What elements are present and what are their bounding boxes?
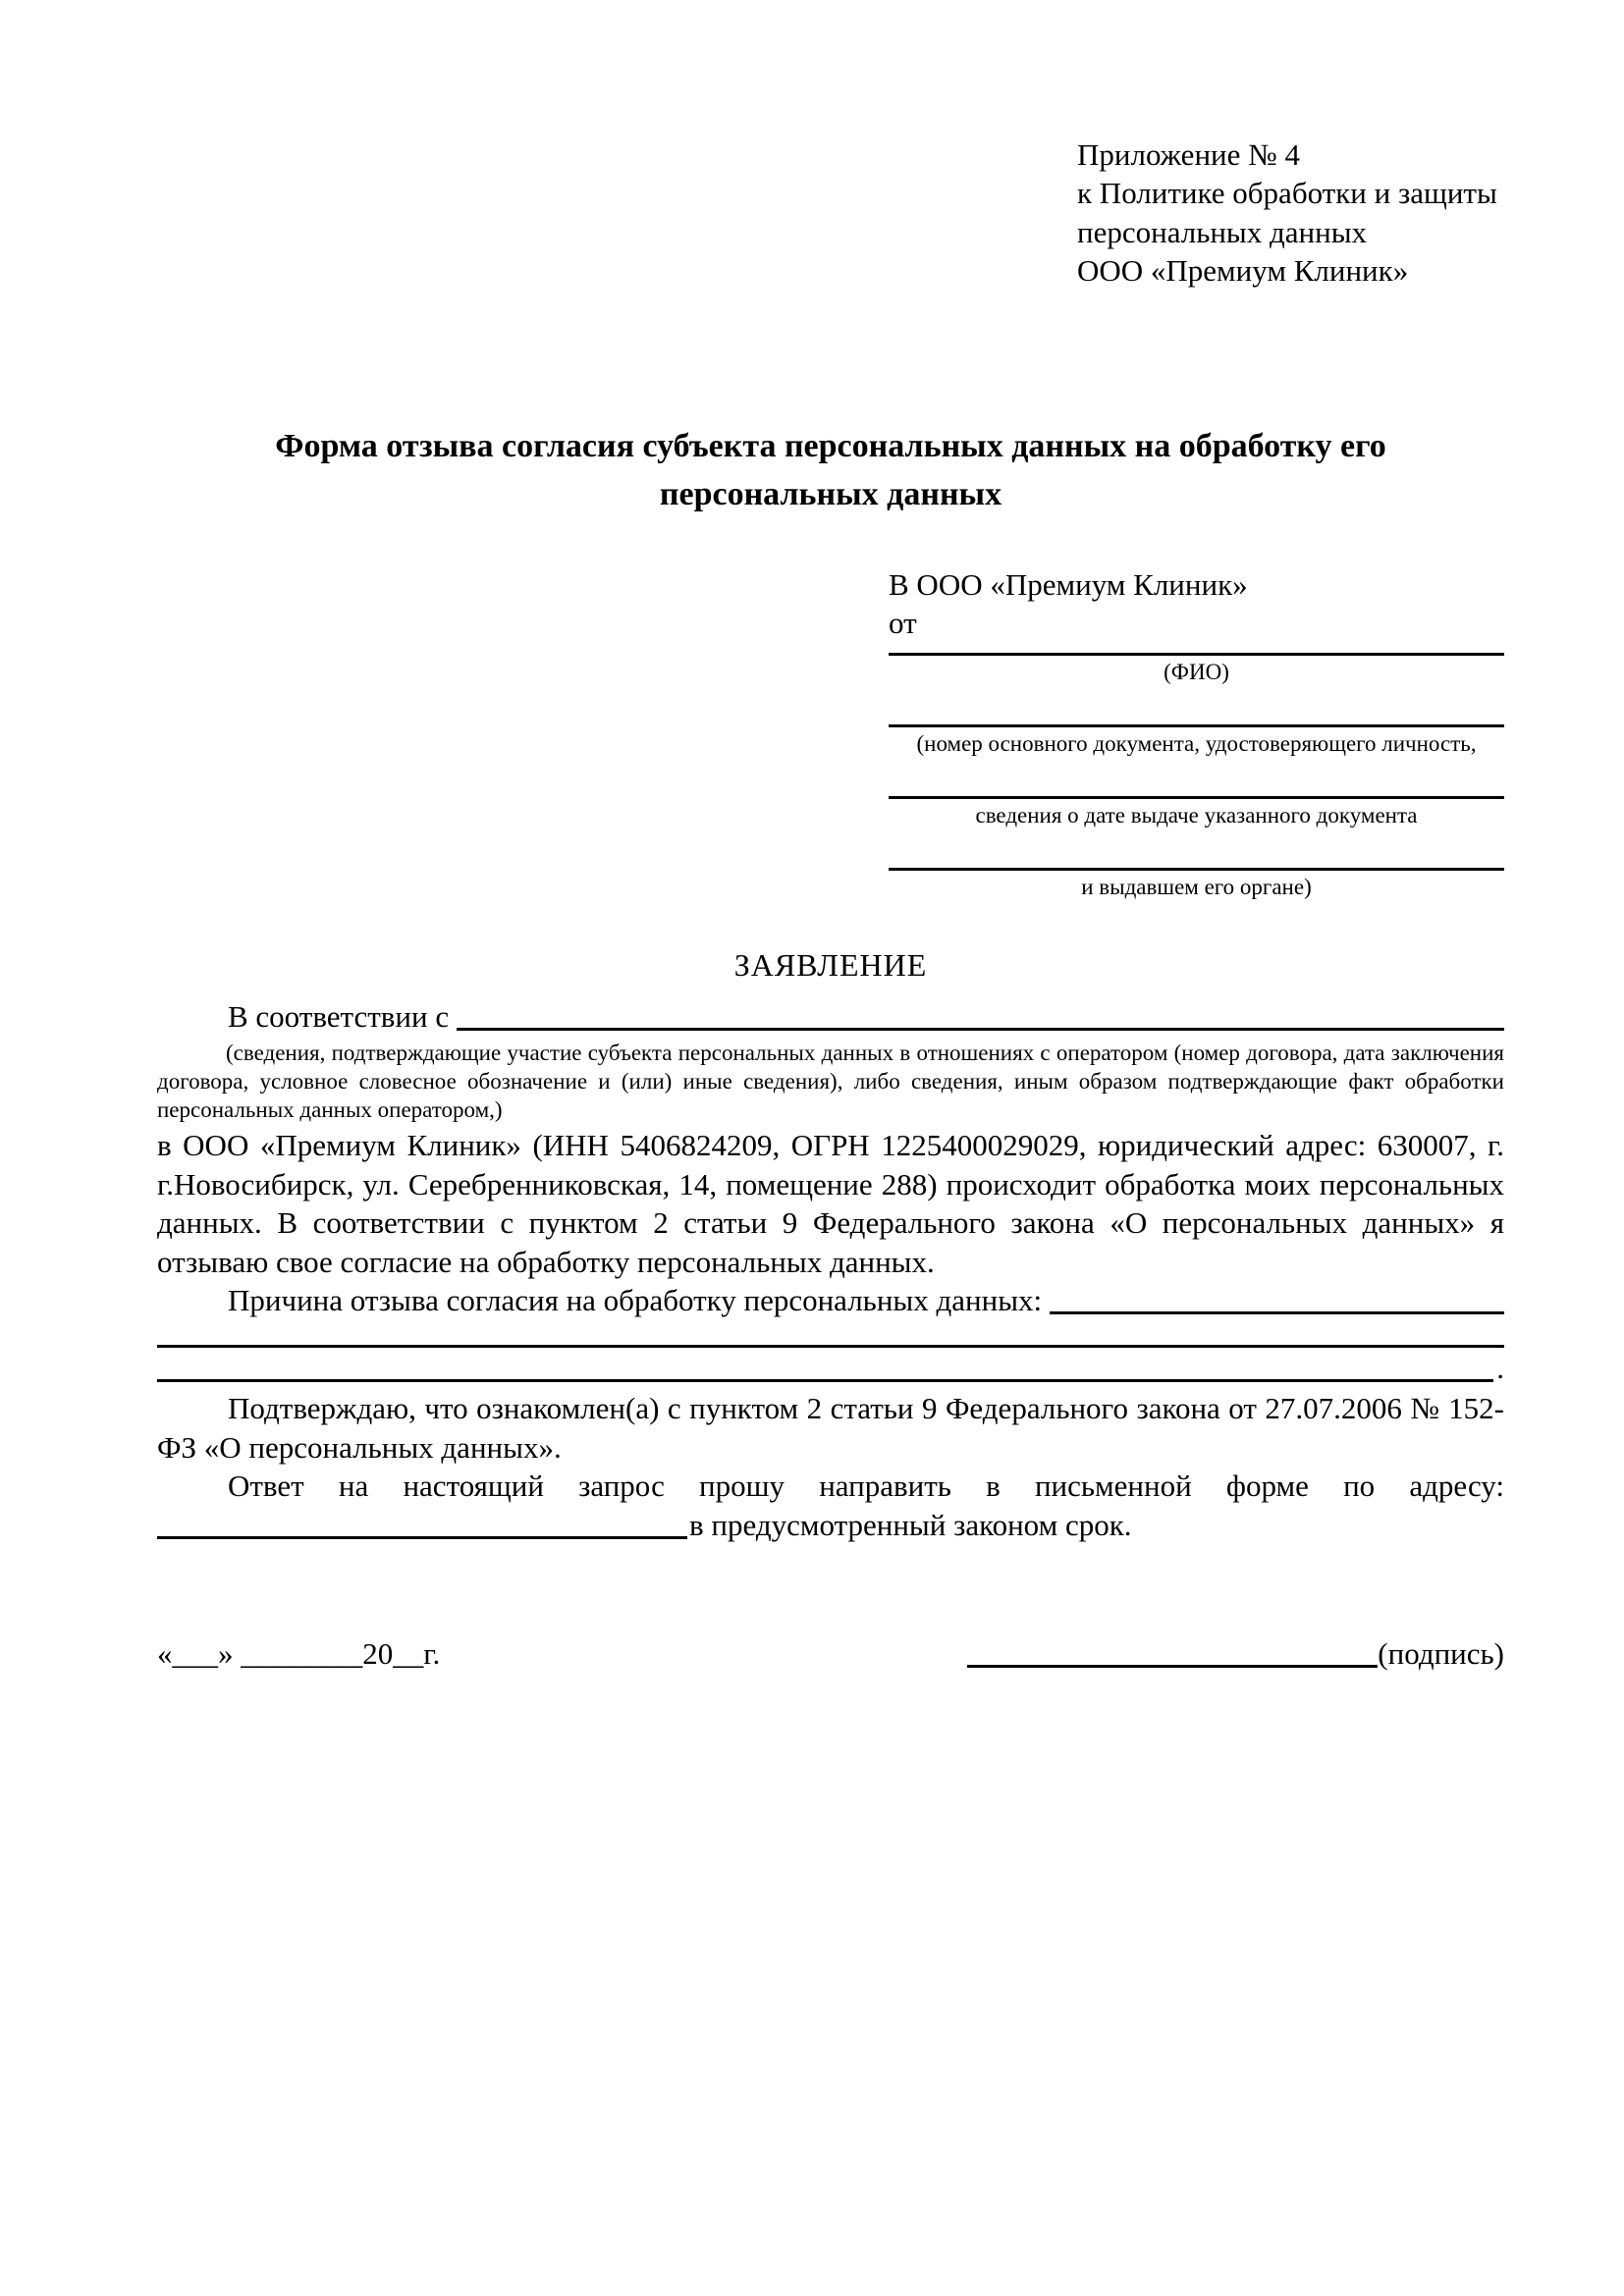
- fio-field-caption: (ФИО): [1164, 659, 1229, 684]
- appendix-line: к Политике обработки и защиты: [1077, 176, 1497, 211]
- reason-blank-line: [1050, 1311, 1504, 1314]
- date-field: «___» ________20__г.: [157, 1636, 441, 1672]
- fio-field-line: [889, 643, 1504, 656]
- reply-suffix: в предусмотренный законом срок.: [689, 1507, 1132, 1542]
- reason-blank-row-3: [157, 1348, 1504, 1387]
- intro-blank-line: [457, 1028, 1504, 1031]
- document-title: Форма отзыва согласия субъекта персональных данных на обработку его персональных данных: [275, 428, 1386, 512]
- appendix-line: персональных данных: [1077, 214, 1368, 249]
- reason-blank-line-3: [157, 1379, 1493, 1382]
- appendix-line: ООО «Премиум Клиник»: [1077, 253, 1409, 289]
- body-paragraph: в ООО «Премиум Клиник» (ИНН 5406824209, ОГРН 1225400029029, юридический адрес: 630007, г. г.Новосибирск, ул. Серебренниковская, 14, помещение 288) происходит обработка моих персональных данных. В соответствии с пунктом 2 статьи 9 Федерального закона «О персональных данных» я отзываю свое согласие на обработку персональных данных.: [157, 1128, 1504, 1279]
- period-after-blank: .: [1496, 1350, 1504, 1385]
- appendix-line: Приложение № 4: [1077, 137, 1300, 172]
- addressee-to: В ООО «Премиум Клиник»: [889, 566, 1248, 602]
- reply-address-row: [157, 1505, 1504, 1544]
- confirm-paragraph: Подтверждаю, что ознакомлен(а) с пунктом 2 статьи 9 Федерального закона от 27.07.2006 № 152-ФЗ «О персональных данных».: [157, 1391, 1504, 1465]
- statement-heading: ЗАЯВЛЕНИЕ: [733, 947, 928, 984]
- footer-row: [157, 1634, 1504, 1673]
- issue-date-field-line: [889, 757, 1504, 799]
- identity-document-field-line: [889, 685, 1504, 727]
- intro-row: [157, 997, 1504, 1036]
- issuing-authority-field-line: [889, 828, 1504, 871]
- fine-print-note: (сведения, подтверждающие участие субъекта персональных данных в отношениях с оператором (номер договора, дата заключения договора, условное словесное обозначение и (или) иные сведения), либо сведения, иным образом подтверждающие факт обработки персональных данных оператором,): [157, 1041, 1504, 1122]
- appendix-block: [1077, 135, 1504, 290]
- addressee-from-label: от: [889, 606, 917, 641]
- signature-line: [967, 1665, 1378, 1668]
- reply-paragraph: Ответ на настоящий запрос прошу направить в письменной форме по адресу:: [228, 1468, 1504, 1503]
- reply-address-blank-line: [157, 1536, 687, 1539]
- reason-row: [157, 1281, 1504, 1319]
- identity-document-field-caption: (номер основного документа, удостоверяющего личность,: [916, 730, 1477, 756]
- addressee-block: [889, 565, 1504, 900]
- signature-block: [967, 1634, 1504, 1673]
- issuing-authority-field-caption: и выдавшем его органе): [1081, 875, 1312, 900]
- issue-date-field-caption: сведения о дате выдаче указанного документа: [975, 802, 1418, 828]
- intro-prefix: В соответствии с: [228, 998, 450, 1034]
- signature-caption: (подпись): [1378, 1636, 1504, 1672]
- reason-label: Причина отзыва согласия на обработку персональных данных:: [228, 1282, 1043, 1317]
